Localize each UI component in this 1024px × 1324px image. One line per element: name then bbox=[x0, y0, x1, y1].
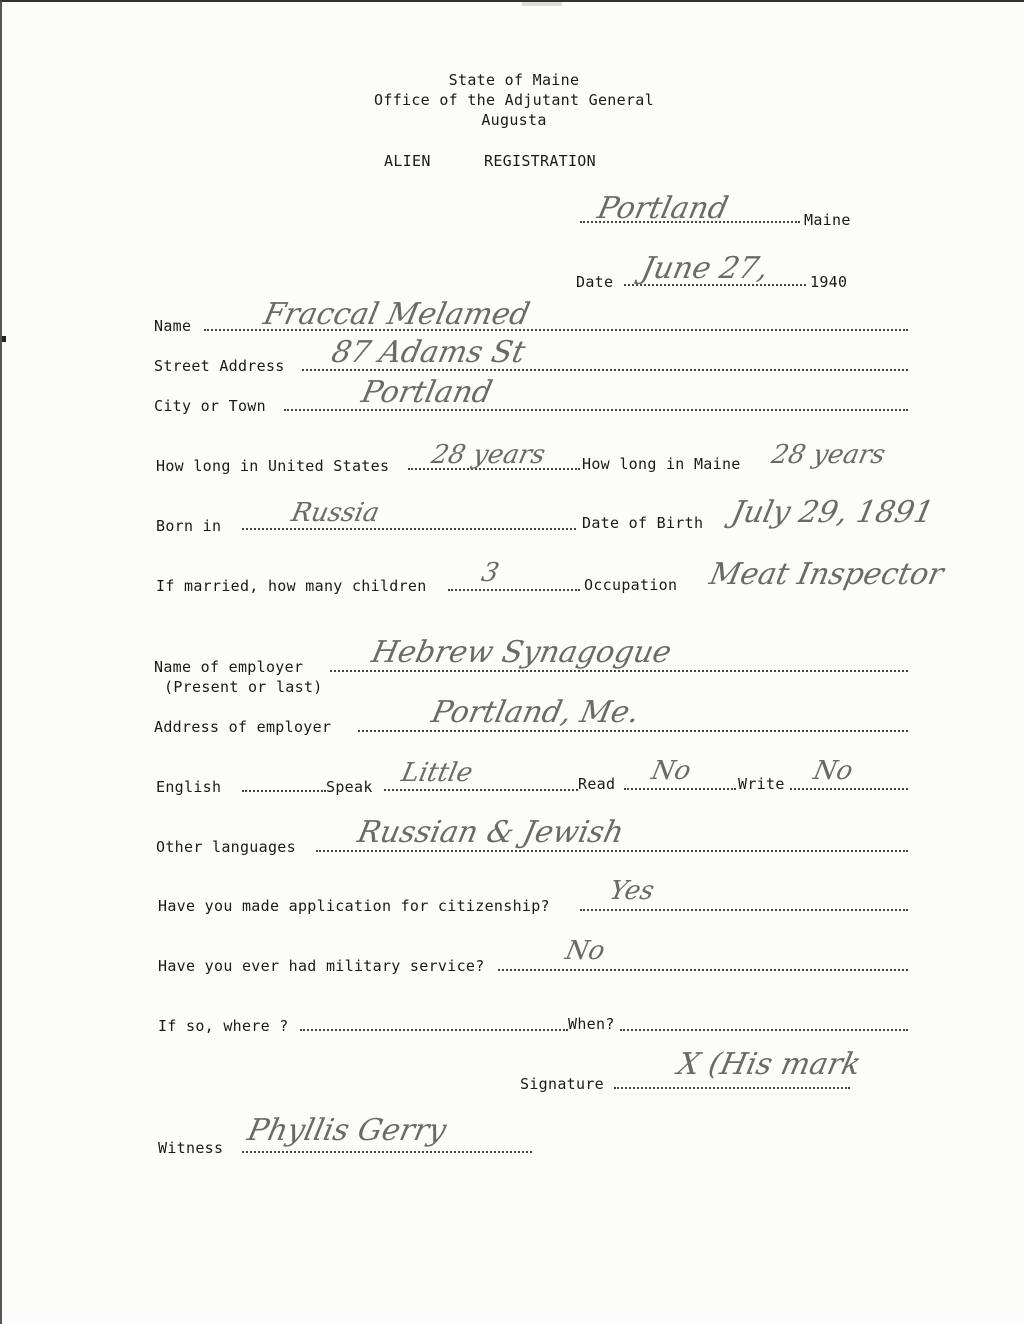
military-entry: No bbox=[562, 936, 608, 966]
write-label: Write bbox=[738, 775, 785, 793]
read-label: Read bbox=[578, 775, 616, 793]
form-title-registration: REGISTRATION bbox=[484, 152, 596, 170]
employer-addr-label: Address of employer bbox=[154, 718, 332, 736]
read-entry: No bbox=[648, 756, 694, 786]
speak-entry: Little bbox=[398, 758, 476, 788]
if-so-label: If so, where ? bbox=[158, 1017, 289, 1035]
children-entry: 3 bbox=[478, 558, 502, 588]
when-dots bbox=[620, 1013, 908, 1031]
city-label: City or Town bbox=[154, 397, 266, 415]
year-label: 1940 bbox=[810, 273, 848, 291]
maine-label: Maine bbox=[804, 211, 851, 229]
town-entry: Portland bbox=[594, 191, 732, 226]
name-entry: Fraccal Melamed bbox=[260, 297, 533, 332]
when-label: When? bbox=[568, 1015, 615, 1033]
street-label: Street Address bbox=[154, 357, 285, 375]
occupation-label: Occupation bbox=[584, 576, 678, 594]
header-state: State of Maine bbox=[448, 71, 580, 89]
military-dots bbox=[498, 953, 908, 971]
dob-entry: July 29, 1891 bbox=[728, 495, 937, 530]
how-long-us-entry: 28 years bbox=[428, 440, 548, 470]
date-entry: June 27, bbox=[638, 251, 772, 286]
speak-label: Speak bbox=[326, 778, 373, 796]
date-label: Date bbox=[576, 273, 614, 291]
military-label: Have you ever had military service? bbox=[158, 957, 485, 975]
witness-label: Witness bbox=[158, 1139, 224, 1157]
header-city: Augusta bbox=[481, 111, 547, 129]
if-so-dots bbox=[300, 1013, 568, 1031]
witness-entry: Phyllis Gerry bbox=[244, 1113, 450, 1148]
name-label: Name bbox=[154, 317, 192, 335]
signature-label: Signature bbox=[520, 1075, 604, 1093]
other-lang-entry: Russian & Jewish bbox=[354, 815, 627, 850]
employer-note: (Present or last) bbox=[164, 678, 323, 696]
scan-artifact bbox=[522, 2, 562, 6]
form-title-alien: ALIEN bbox=[384, 152, 431, 170]
write-entry: No bbox=[810, 756, 856, 786]
street-entry: 87 Adams St bbox=[328, 335, 529, 370]
employer-entry: Hebrew Synagogue bbox=[368, 635, 675, 670]
english-label: English bbox=[156, 778, 222, 796]
occupation-entry: Meat Inspector bbox=[706, 557, 947, 592]
children-label: If married, how many children bbox=[156, 577, 427, 595]
born-in-entry: Russia bbox=[288, 498, 383, 528]
signature-entry: X (His mark bbox=[674, 1047, 864, 1082]
dob-label: Date of Birth bbox=[582, 514, 704, 532]
citizenship-label: Have you made application for citizenship? bbox=[158, 897, 550, 915]
employer-addr-entry: Portland, Me. bbox=[428, 695, 643, 730]
how-long-me-entry: 28 years bbox=[768, 440, 888, 470]
born-in-label: Born in bbox=[156, 517, 222, 535]
citizenship-entry: Yes bbox=[606, 876, 657, 906]
city-entry: Portland bbox=[358, 375, 496, 410]
employer-label: Name of employer bbox=[154, 658, 304, 676]
margin-mark bbox=[2, 336, 6, 342]
children-dots bbox=[448, 573, 580, 591]
other-lang-label: Other languages bbox=[156, 838, 296, 856]
how-long-me-label: How long in Maine bbox=[582, 455, 741, 473]
header-office: Office of the Adjutant General bbox=[374, 91, 654, 109]
how-long-us-label: How long in United States bbox=[156, 457, 390, 475]
english-dots bbox=[242, 774, 326, 792]
